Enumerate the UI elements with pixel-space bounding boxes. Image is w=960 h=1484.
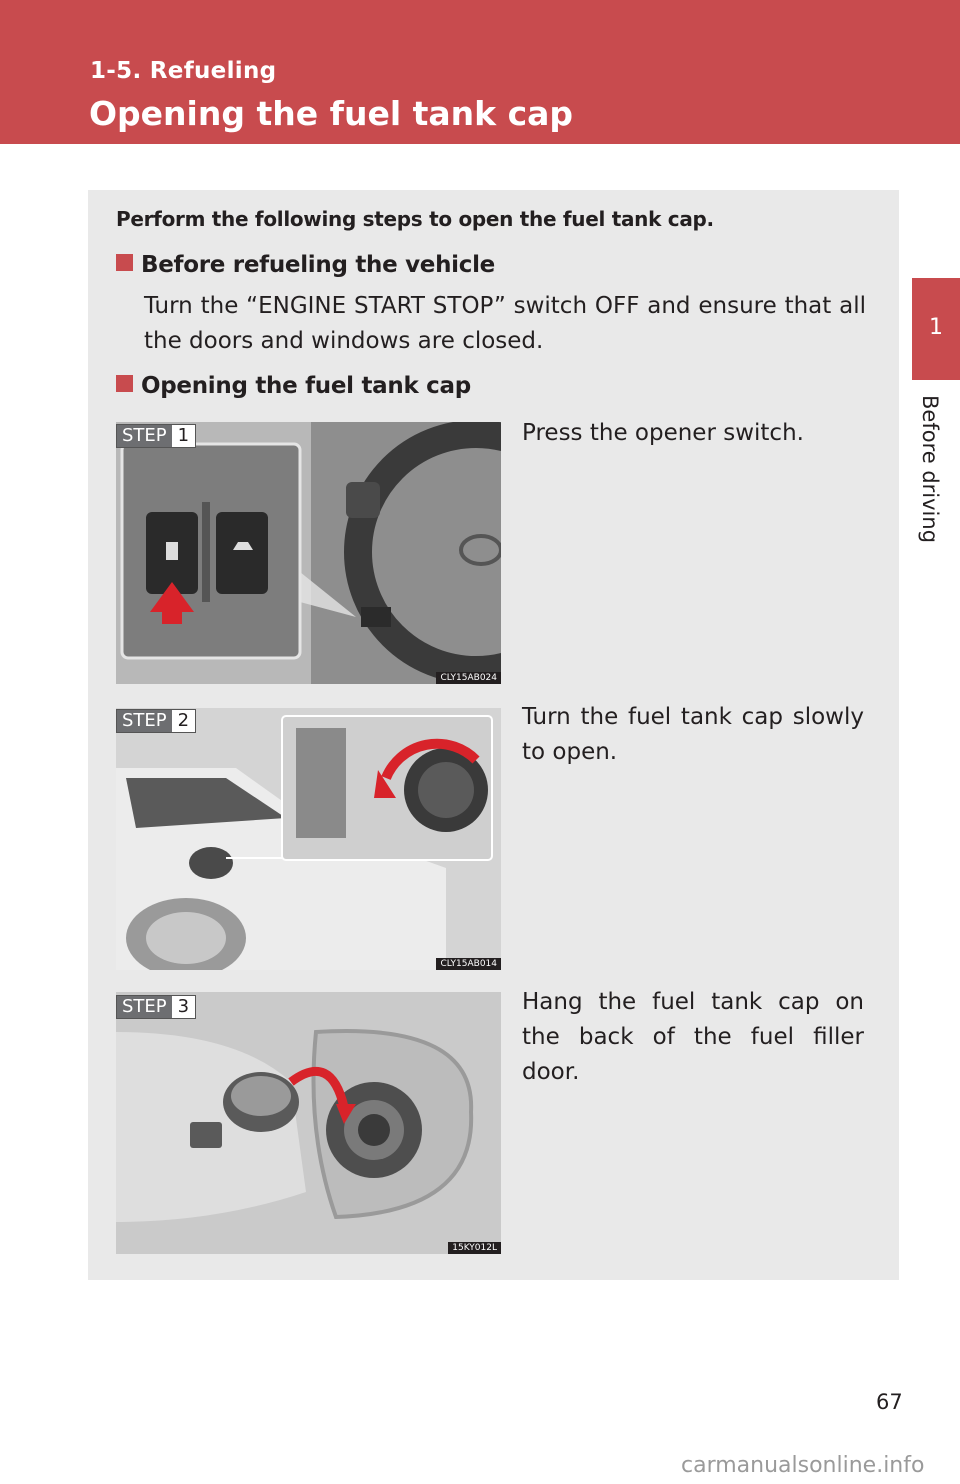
step-word: STEP (117, 996, 172, 1018)
step-3-text: Hang the fuel tank cap on the back of the fuel filler door. (522, 989, 864, 1085)
step-3-badge (116, 995, 196, 1019)
before-refueling-heading-text: Before refueling the vehicle (141, 252, 495, 278)
intro-text: Perform the following steps to open the fuel tank cap. (116, 207, 714, 231)
step-3-illustration (116, 992, 501, 1254)
step-1-text: Press the opener switch. (522, 420, 804, 446)
chapter-header (0, 0, 960, 144)
step-2-badge (116, 709, 196, 733)
before-refueling-text: Turn the “ENGINE START STOP” switch OFF and ensure that all the doors and windows are closed. (144, 293, 866, 354)
step-number: 3 (177, 996, 190, 1017)
figure-code: CLY15AB014 (436, 958, 501, 970)
step-2-text: Turn the fuel tank cap slowly to open. (522, 704, 864, 765)
before-refueling-heading (116, 252, 495, 278)
opening-heading-text: Opening the fuel tank cap (141, 373, 471, 399)
opener-switch-drawing (116, 422, 501, 684)
step-word: STEP (117, 425, 172, 447)
page-title: Opening the fuel tank cap (89, 94, 574, 133)
page-number: 67 (876, 1390, 903, 1414)
chapter-tab[interactable]: 1 (912, 278, 960, 380)
square-bullet-icon (116, 375, 133, 392)
fuel-cap-turning-drawing (116, 708, 501, 970)
chapter-tab-label: Before driving (918, 395, 942, 544)
opening-heading (116, 373, 471, 399)
step-2-illustration (116, 708, 501, 970)
section-label: 1-5. Refueling (90, 58, 277, 84)
step-number: 1 (177, 425, 190, 446)
step-1-illustration (116, 422, 501, 684)
watermark[interactable]: carmanualsonline.info (681, 1453, 925, 1478)
figure-code: 15KY012L (448, 1242, 501, 1254)
cap-hanging-drawing (116, 992, 501, 1254)
step-number: 2 (177, 710, 190, 731)
step-word: STEP (117, 710, 172, 732)
figure-code: CLY15AB024 (436, 672, 501, 684)
step-1-badge (116, 424, 196, 448)
square-bullet-icon (116, 254, 133, 271)
